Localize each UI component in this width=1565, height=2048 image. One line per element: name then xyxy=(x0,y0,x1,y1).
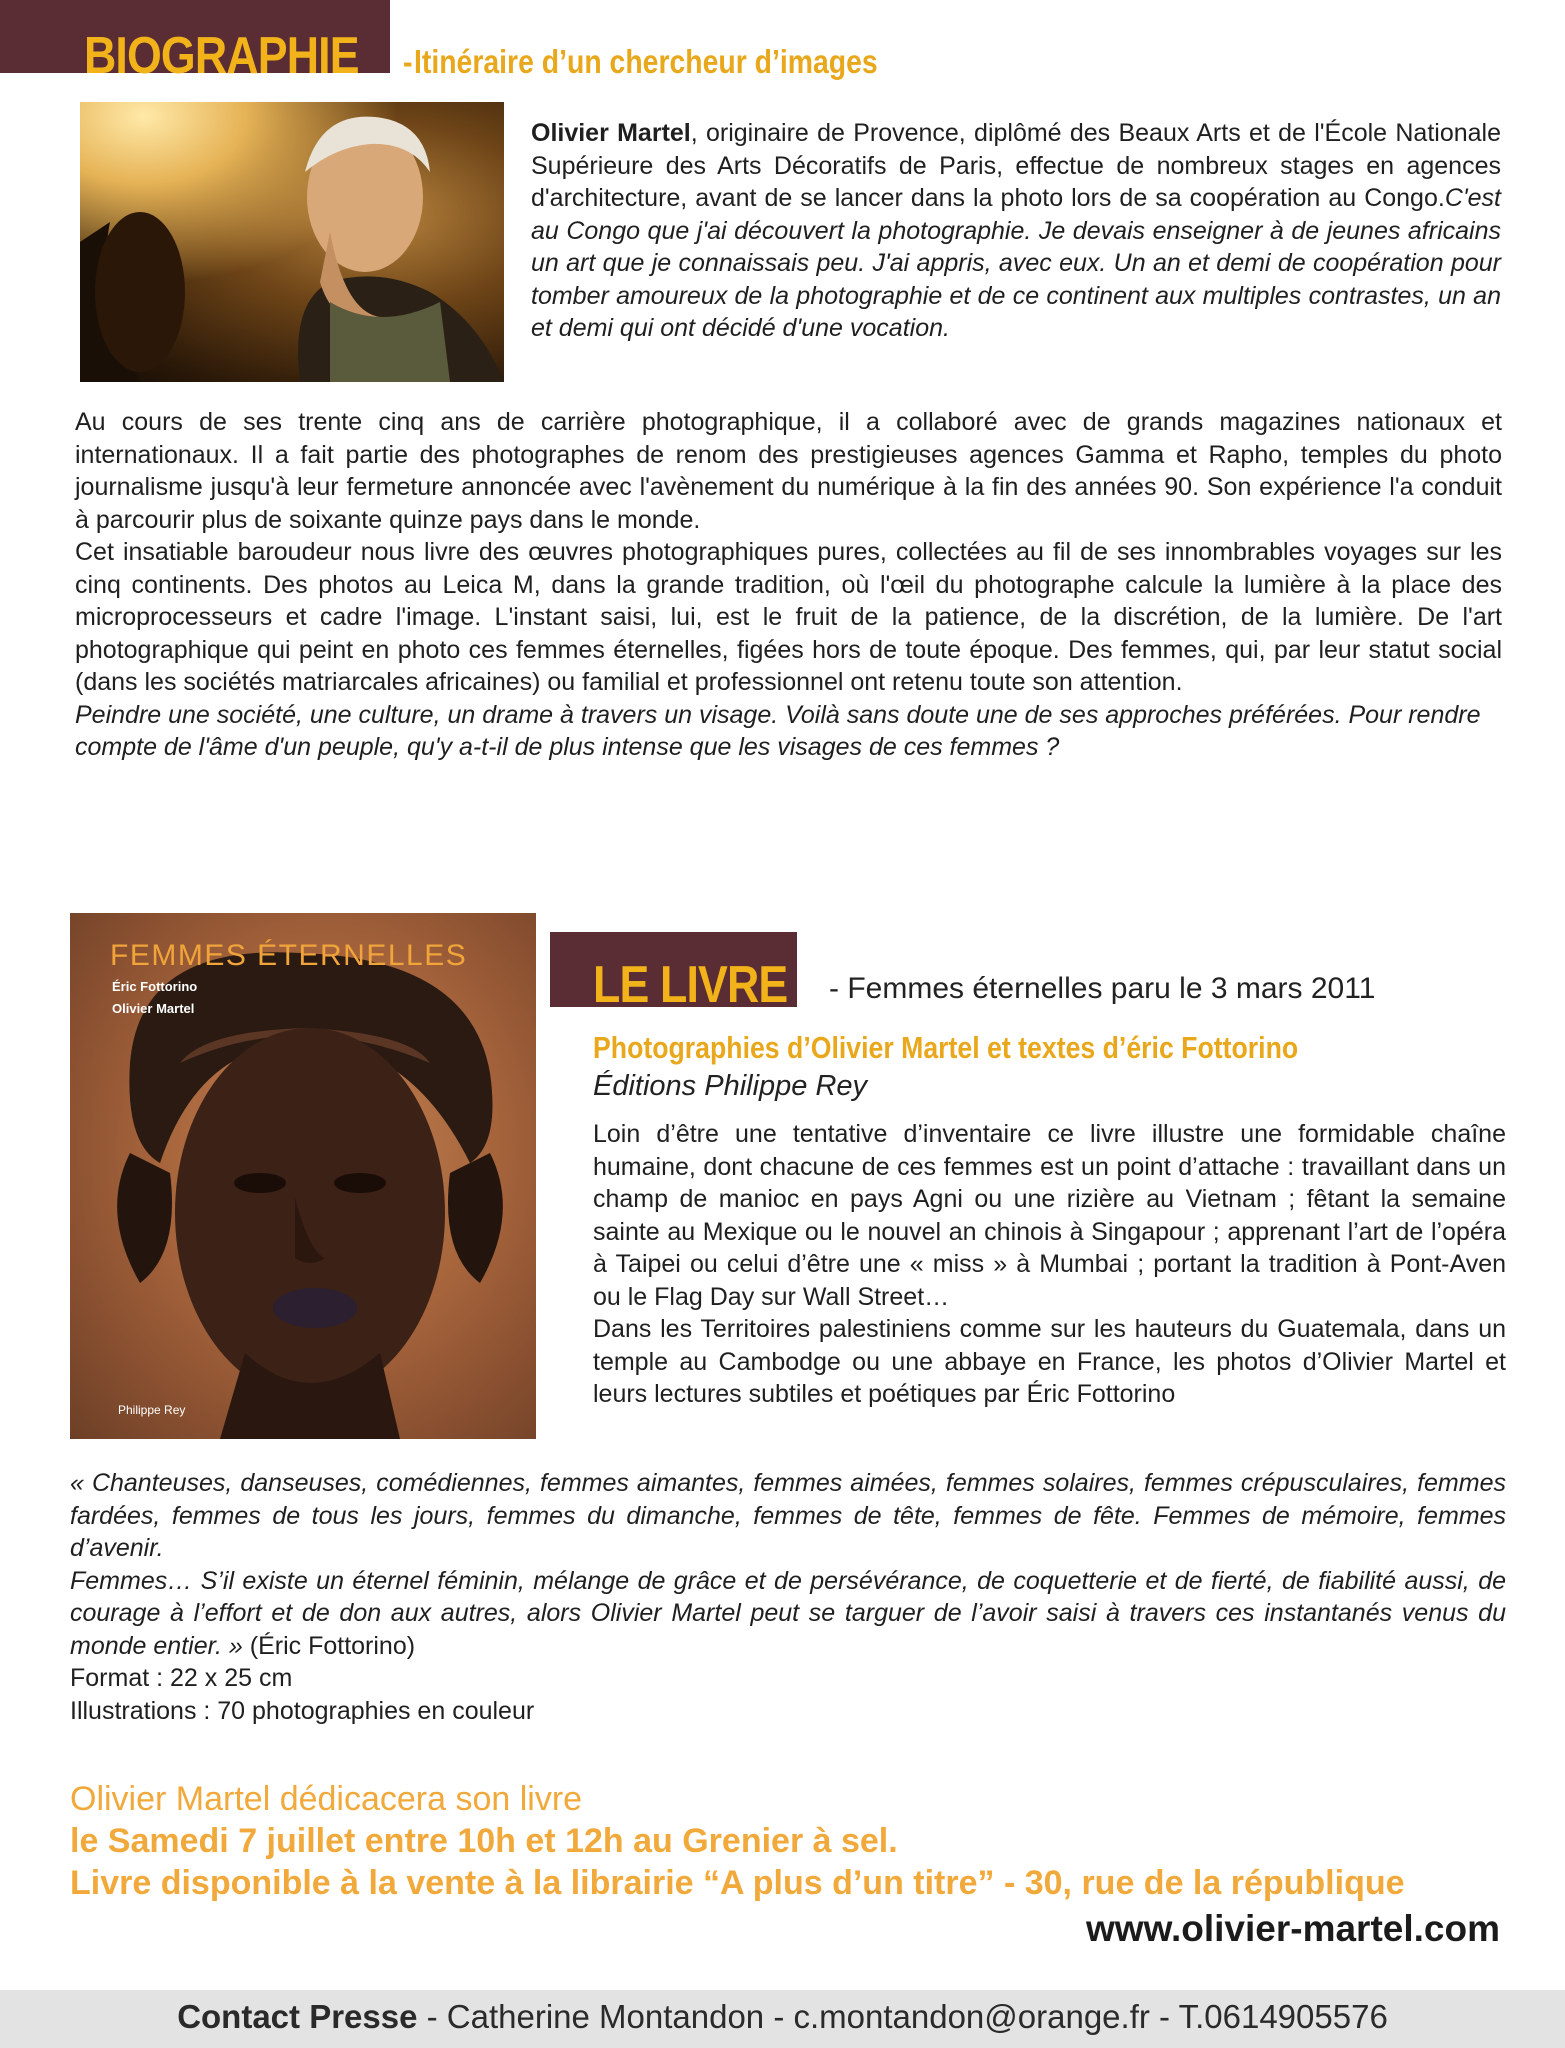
bio-separator: - xyxy=(403,43,413,80)
livre-format: Format : 22 x 25 cm xyxy=(70,1664,293,1692)
livre-credits: Photographies d’Olivier Martel et textes d’éric Fottorino xyxy=(593,1030,1299,1065)
livre-illustrations: Illustrations : 70 photographies en couleur xyxy=(70,1696,535,1725)
cover-author-martel: Olivier Martel xyxy=(112,1001,195,1016)
bio-work-paragraph: Cet insatiable baroudeur nous livre des œuvres photographiques pures, collectées au fil de ses innombrables voyages sur les cinq continents. Des photos au Leica M, dans la grande tradition, où l'œil du photographe calcule la lumière à la place des microprocesseurs et cadre l'image. L'instant saisi, lui, est le fruit de la patience, de la discrétion, de la lumière. De l'art photographique qui peint en photo ces femmes éternelles, figées hors de toute époque. Des femmes, qui, par leur statut social (dans les sociétés matriarcales africaines) ou familial et professionnel ont retenu toute son attention. xyxy=(75,538,1502,696)
livre-description-paragraph1: Loin d’être une tentative d’inventaire ce livre illustre une formidable chaîne humaine, dont chacune de ces femmes est un point d’attache : travaillant dans un champ de manioc en pays Agni ou une rizière au Vietnam ; fêtant la semaine sainte au Mexique ou le nouvel an chinois à Singapour ; apprenant l’art de l’opéra à Taipei ou celui d’être une « miss » à Mumbai ; portant la tradition à Pont-Aven ou le Flag Day sur Wall Street… xyxy=(593,1120,1506,1311)
bookstore-info: Livre disponible à la vente à la librairie “A plus d’un titre” - 30, rue de la république xyxy=(70,1864,1405,1902)
livre-publisher: Éditions Philippe Rey xyxy=(593,1070,868,1102)
contact-label: Contact Presse xyxy=(177,1998,418,2035)
livre-quote-paragraph1: « Chanteuses, danseuses, comédiennes, femmes aimantes, femmes aimées, femmes solaires, femmes crépusculaires, femmes fardées, femmes de tous les jours, femmes du dimanche, femmes de tête, femmes de fête. Femmes de mémoire, femmes d’avenir. xyxy=(70,1469,1506,1562)
livre-quote-paragraph2: Femmes… S’il existe un éternel féminin, mélange de grâce et de persévérance, de coquetterie et de fierté, de fiabilité aussi, de courage à l’effort et de don aux autres, alors Olivier Martel peut se targuer de l’avoir saisi à travers ces instantanés venus du monde entier. » xyxy=(70,1566,1506,1660)
portrait-photo xyxy=(80,102,504,382)
livre-description-paragraph2: Dans les Territoires palestiniens comme sur les hauteurs du Guatemala, dans un temple au Cambodge ou une abbaye en France, les photos d’Olivier Martel et leurs lectures subtiles et poétiques par Éric Fottorino xyxy=(593,1315,1506,1408)
photographer-name: Olivier Martel xyxy=(531,119,691,147)
cover-title: FEMMES ÉTERNELLES xyxy=(110,939,468,972)
contact-line xyxy=(0,1998,1565,2036)
livre-heading xyxy=(593,955,1375,1015)
bio-intro-paragraph xyxy=(531,117,1501,345)
book-cover xyxy=(70,913,536,1439)
signing-date: le Samedi 7 juillet entre 10h et 12h au Grenier à sel. xyxy=(70,1822,898,1860)
bio-heading xyxy=(84,26,954,86)
bio-title: BIOGRAPHIE xyxy=(84,27,359,85)
cover-author-fottorino: Éric Fottorino xyxy=(112,979,198,994)
cover-publisher: Philippe Rey xyxy=(118,1403,186,1417)
website-link[interactable]: www.olivier-martel.com xyxy=(1086,1908,1500,1949)
bio-approach-paragraph: Peindre une société, une culture, un drame à travers un visage. Voilà sans doute une de ses approches préférées. Pour rendre compte de l'âme d'un peuple, qu'y a-t-il de plus intense que les visages de ces femmes ? xyxy=(75,700,1481,761)
bio-intro-text: , originaire de Provence, diplômé des Beaux Arts et de l'École Nationale Supérieure des Arts Décoratifs de Paris, effectue de nombreux stages en agences d'architecture, avant de se lancer dans la photo lors de sa coopération au Congo. xyxy=(531,119,1501,212)
bio-subtitle: Itinéraire d’un chercheur d’images xyxy=(414,43,879,80)
livre-title: LE LIVRE xyxy=(593,956,788,1014)
bio-career-block xyxy=(75,406,1502,764)
bio-career-paragraph: Au cours de ses trente cinq ans de carrière photographique, il a collaboré avec de grands magazines nationaux et internationaux. Il a fait partie des photographes de renom des prestigieuses agences Gamma et Rapho, temples du photo journalisme jusqu'à leur fermeture annoncée avec l'avènement du numérique à la fin des années 90. Son expérience l'a conduit à parcourir plus de soixante quinze pays dans le monde. xyxy=(75,408,1502,534)
bio-intro-quote: C'est au Congo que j'ai découvert la photographie. Je devais enseigner à de jeunes africains un art que je connaissais peu. J'ai appris, avec eux. Un an et demi de coopération pour tomber amoureux de la photographie et de ce continent aux multiples contrastes, un an et demi qui ont décidé d'une vocation. xyxy=(531,184,1501,342)
livre-quote-block xyxy=(70,1467,1506,1727)
livre-description xyxy=(593,1118,1506,1411)
livre-release-info: - Femmes éternelles paru le 3 mars 2011 xyxy=(829,972,1376,1005)
livre-quote-author: (Éric Fottorino) xyxy=(242,1631,416,1660)
contact-details: - Catherine Montandon - c.montandon@orange.fr - T.0614905576 xyxy=(417,1998,1388,2035)
signing-announcement: Olivier Martel dédicacera son livre xyxy=(70,1780,583,1818)
